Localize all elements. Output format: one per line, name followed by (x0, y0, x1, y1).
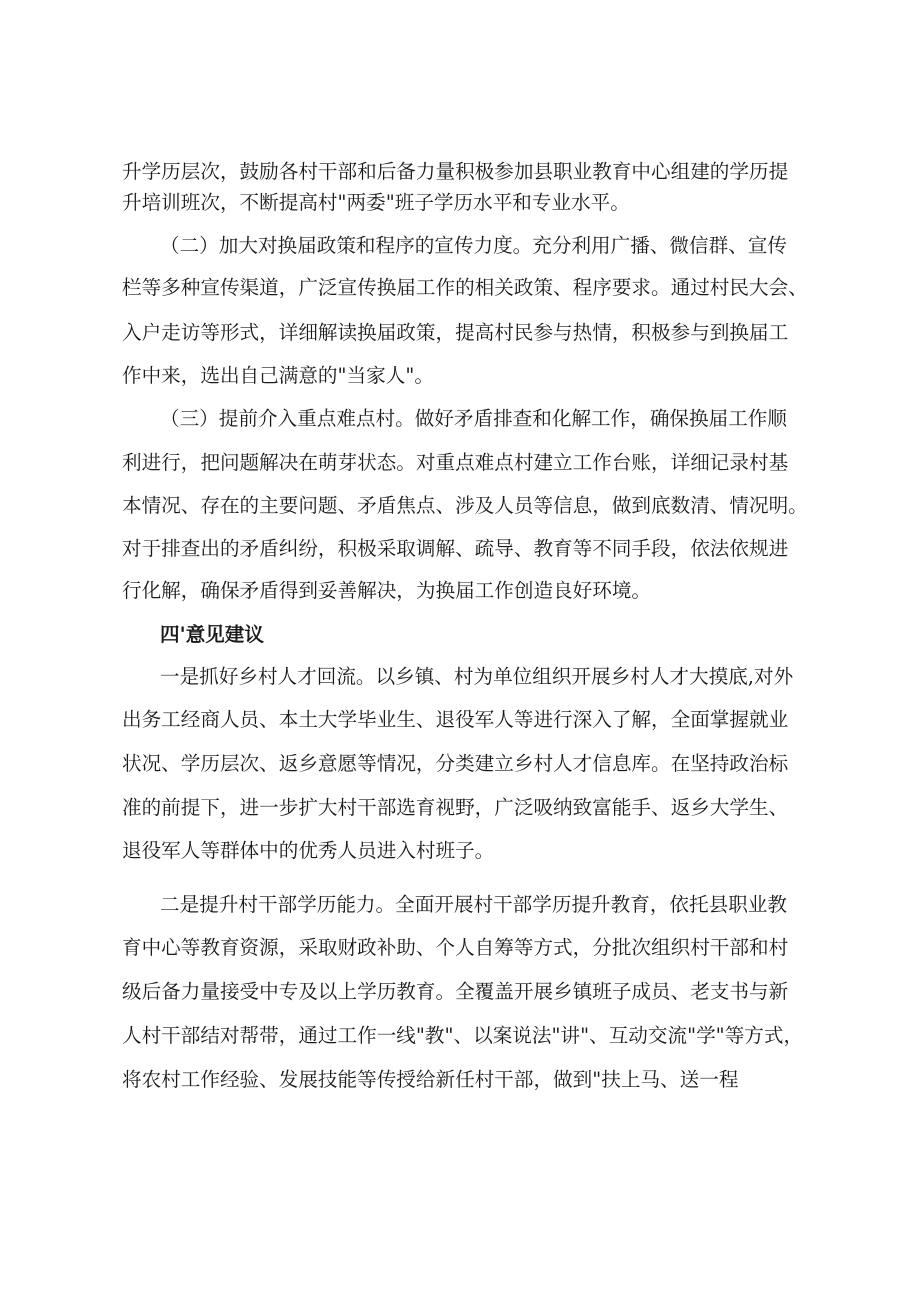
paragraph-line: 状况、学历层次、返乡意愿等情况，分类建立乡村人才信息库。在坚持政治标 (122, 752, 789, 775)
paragraph-line: 出务工经商人员、本土大学毕业生、退役军人等进行深入了解，全面掌握就业 (122, 708, 789, 731)
paragraph-line: 准的前提下，进一步扩大村干部选育视野，广泛吸纳致富能手、返乡大学生、 (122, 796, 789, 819)
paragraph-line: 育中心等教育资源，采取财政补助、个人自筹等方式，分批次组织村干部和村 (122, 936, 789, 959)
paragraph-line: 利进行，把问题解决在萌芽状态。对重点难点村建立工作台账，详细记录村基 (122, 451, 789, 474)
paragraph-line: 将农村工作经验、发展技能等传授给新任村干部，做到"扶上马、送一程 (122, 1068, 739, 1091)
paragraph-line: 退役军人等群体中的优秀人员进入村班子。 (122, 839, 495, 862)
paragraph-line: 入户走访等形式，详细解读换届政策，提高村民参与热情，积极参与到换届工 (122, 321, 789, 344)
paragraph-line: 作中来，选出自己满意的"当家人"。 (122, 364, 434, 387)
section-heading: 四'意见建议 (160, 623, 264, 646)
paragraph-line: 级后备力量接受中专及以上学历教育。全覆盖开展乡镇班子成员、老支书与新 (122, 980, 789, 1003)
paragraph-line: 对于排查出的矛盾纠纷，积极采取调解、疏导、教育等不同手段，依法依规进 (122, 537, 789, 560)
paragraph-line: 升学历层次，鼓励各村干部和后备力量积极参加县职业教育中心组建的学历提 (122, 160, 789, 183)
paragraph-line: 栏等多种宣传渠道，广泛宣传换届工作的相关政策、程序要求。通过村民大会、 (122, 276, 808, 299)
paragraph-line: 人村干部结对帮带，通过工作一线"教"、以案说法"讲"、互动交流"学"等方式， (122, 1024, 804, 1047)
paragraph-line: 本情况、存在的主要问题、矛盾焦点、涉及人员等信息，做到底数清、情况明。 (122, 494, 808, 517)
paragraph-line: （二）加大对换届政策和程序的宣传力度。充分利用广播、微信群、宣传 (160, 234, 787, 257)
paragraph-line: （三）提前介入重点难点村。做好矛盾排查和化解工作，确保换届工作顺 (160, 407, 787, 430)
paragraph-line: 二是提升村干部学历能力。全面开展村干部学历提升教育，依托县职业教 (160, 893, 787, 916)
paragraph-line: 行化解，确保矛盾得到妥善解决，为换届工作创造良好环境。 (122, 579, 652, 602)
paragraph-line: 一是抓好乡村人才回流。以乡镇、村为单位组织开展乡村人才大摸底,对外 (160, 665, 794, 688)
paragraph-line: 升培训班次，不断提高村"两委"班子学历水平和专业水平。 (122, 191, 630, 214)
